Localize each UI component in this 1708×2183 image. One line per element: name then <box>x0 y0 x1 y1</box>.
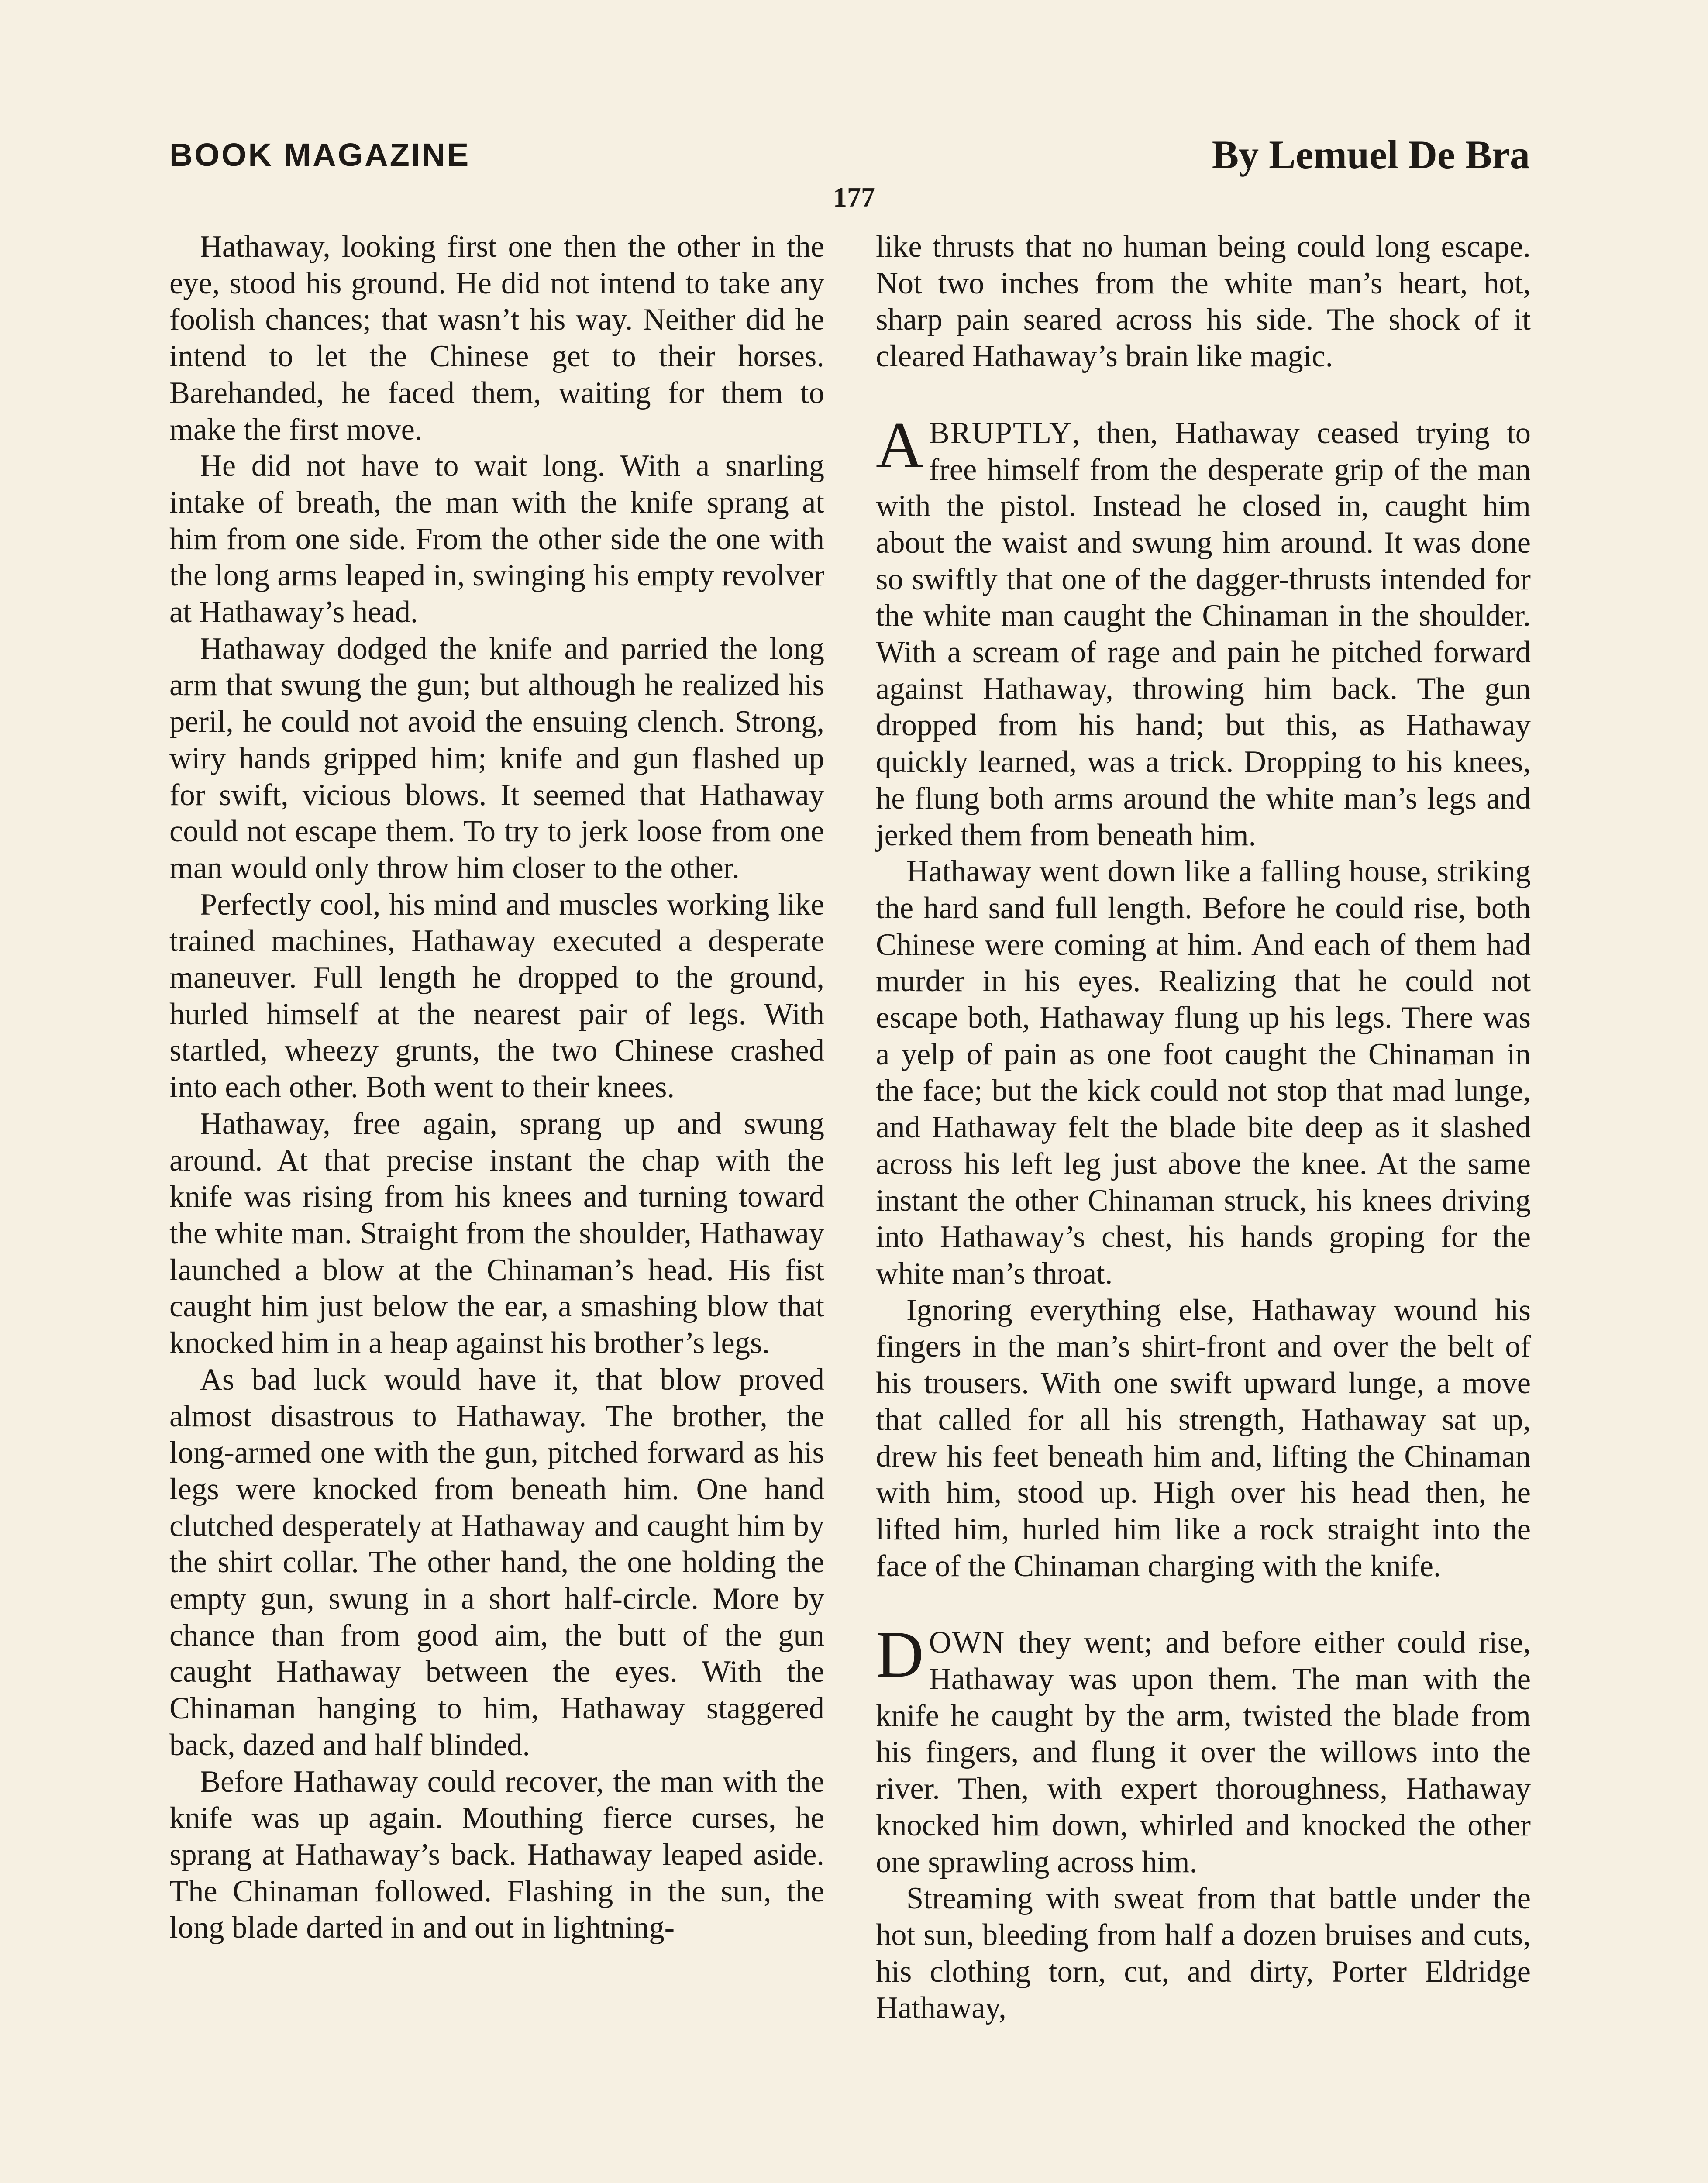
paragraph: Hathaway dodged the knife and parried the long arm that swung the gun; but although he realized his peril, he could not avoid the ensuing clench. Strong, wiry hands gripped him; knife and gun flashed up for swift, vicious blows. It seemed that Hathaway could not escape them. To try to jerk loose from one man would only throw him closer to the other. <box>169 631 824 885</box>
paragraph: He did not have to wait long. With a snarling intake of breath, the man with the knife sprang at him from one side. From the other side the one with the long arms leaped in, swinging his empty revolver at Hathaway’s head. <box>169 449 824 630</box>
drop-cap: A <box>876 408 924 482</box>
magazine-title: BOOK MAGAZINE <box>169 137 471 173</box>
paragraph: Perfectly cool, his mind and muscles working like trained machines, Hathaway executed a desperate maneuver. Full length he dropped to the ground, hurled himself at the nearest pair of legs. With startled, wheezy grunts, the two Chinese crashed into each other. Both went to their knees. <box>169 887 824 1105</box>
small-caps-lead: OWN <box>929 1625 1006 1660</box>
paragraph: Hathaway, looking first one then the other in the eye, stood his ground. He did not intend to take any foolish chances; that wasn’t his way. Neither did he intend to let the Chinese get to their horses. Barehanded, he faced them, waiting for them to make the first move. <box>169 230 824 447</box>
paragraph: Hathaway, free again, sprang up and swung around. At that precise instant the chap with the knife was rising from his knees and turning toward the white man. Straight from the shoulder, Hathaway launched a blow at the Chinaman’s head. His fist caught him just below the ear, a smashing blow that knocked him in a heap against his brother’s legs. <box>169 1106 824 1360</box>
paragraph: like thrusts that no human being could long escape. Not two inches from the white man’s heart, hot, sharp pain seared across his side. The shock of it cleared Hathaway’s brain like magic. <box>876 230 1531 374</box>
section-down-lead <box>876 1618 1531 1880</box>
right-column <box>876 229 1531 2027</box>
page-number: 177 <box>833 182 875 213</box>
paragraph: Ignoring everything else, Hathaway wound his fingers in the man’s shirt-front and over the belt of his trousers. With one swift upward lunge, a move that called for all his strength, Hathaway sat up, drew his feet beneath him and, lifting the Chinaman with him, stood up. High over his head then, he lifted him, hurled him like a rock straight into the face of the Chinaman charging with the knife. <box>876 1293 1531 1583</box>
paragraph: As bad luck would have it, that blow proved almost disastrous to Hathaway. The brother, the long-armed one with the gun, pitched forward as his legs were knocked from beneath him. One hand clutched desperately at Hathaway and caught him by the shirt collar. The other hand, the one holding the empty gun, swung in a short half-circle. More by chance than from good aim, the butt of the gun caught Hathaway between the eyes. With the Chinaman hanging to him, Hathaway staggered back, dazed and half blinded. <box>169 1362 824 1762</box>
paragraph: Before Hathaway could recover, the man with the knife was up again. Mouthing fierce curses, he sprang at Hathaway’s back. Hathaway leaped aside. The Chinaman followed. Flashing in the sun, the long blade darted in and out in lightning- <box>169 1764 824 1945</box>
small-caps-lead: BRUPTLY <box>929 416 1072 450</box>
paragraph-text: they went; and before either could rise, Hathaway was upon them. The man with the knife he caught by the arm, twisted the blade from his fingers, and flung it over the willows into the river. Then, with expert thoroughness, Hathaway knocked him down, whirled and knocked the other one sprawling across him. <box>876 1625 1531 1879</box>
author-byline: By Lemuel De Bra <box>1212 132 1530 177</box>
section-abruptly-lead <box>876 408 1531 854</box>
paragraph: Streaming with sweat from that battle under the hot sun, bleeding from half a dozen bruises and cuts, his clothing torn, cut, and dirty, Porter Eldridge Hathaway, <box>876 1881 1531 2025</box>
drop-cap: D <box>876 1618 924 1691</box>
paragraph: Hathaway went down like a falling house, striking the hard sand full length. Before he could rise, both Chinese were coming at him. And each of them had murder in his eyes. Realizing that he could not escape both, Hathaway flung up his legs. There was a yelp of pain as one foot caught the Chinaman in the face; but the kick could not stop that mad lunge, and Hathaway felt the blade bite deep as it slashed across his left leg just above the knee. At the same instant the other Chinaman struck, his knees driving into Hathaway’s chest, his hands groping for the white man’s throat. <box>876 854 1531 1291</box>
paragraph-text: , then, Hathaway ceased trying to free himself from the desperate grip of the man with the pistol. Instead he closed in, caught him about the waist and swung him around. It was done so swiftly that one of the dagger-thrusts intended for the white man caught the Chinaman in the shoulder. With a scream of rage and pain he pitched forward against Hathaway, throwing him back. The gun dropped from his hand; but this, as Hathaway quickly learned, was a trick. Dropping to his knees, he flung both arms around the white man’s legs and jerked them from beneath him. <box>876 416 1531 852</box>
left-column <box>169 229 824 1946</box>
